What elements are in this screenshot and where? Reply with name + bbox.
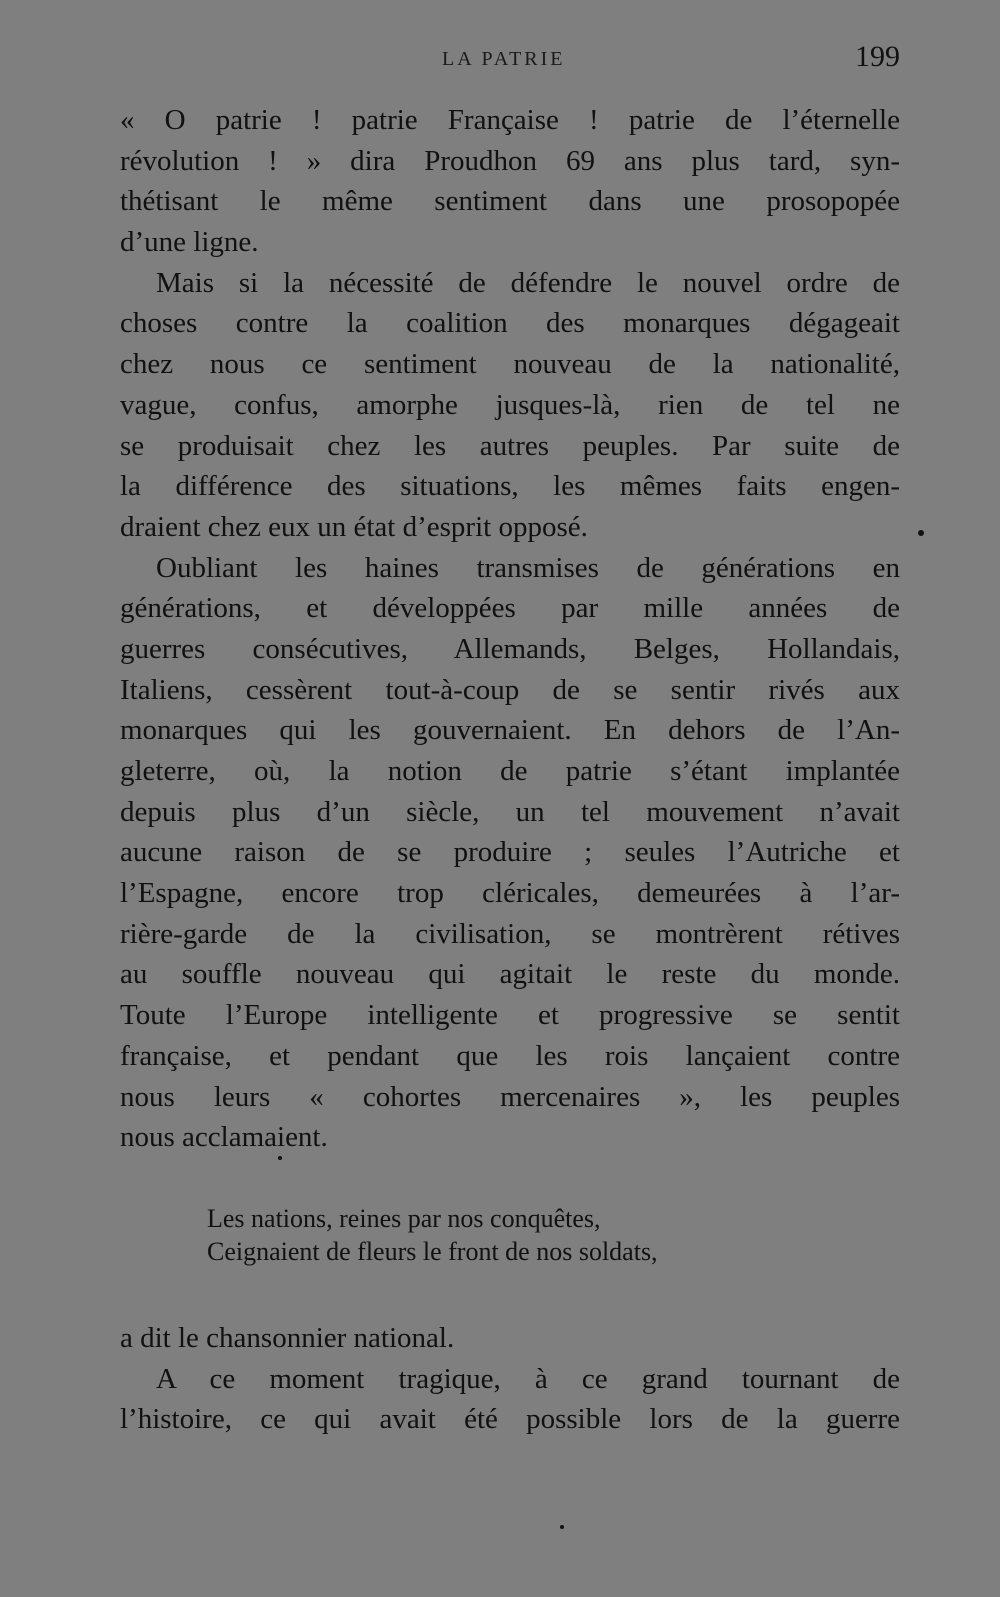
text-line: française, et pendant que les rois lançaient contre [120,1039,900,1072]
text-line: draient chez eux un état d’esprit opposé. [120,510,588,543]
verse-line: Ceignaient de fleurs le front de nos soldats, [207,1237,658,1266]
text-line: A ce moment tragique, à ce grand tournant de [156,1362,900,1395]
text-line: d’une ligne. [120,226,259,259]
text-line: gleterre, où, la notion de patrie s’étant implantée [120,755,900,787]
paragraph-2 [120,263,900,548]
text-line: révolution ! » dira Proudhon 69 ans plus tard, syn- [120,144,900,177]
text-line: Mais si la nécessité de défendre le nouvel ordre de [156,266,900,299]
text-line: choses contre la coalition des monarques dégageait [120,307,900,340]
text-line: Italiens, cessèrent tout-à-coup de se sentir rivés aux [120,673,900,706]
continuation-text [120,1318,900,1440]
text-line: depuis plus d’un siècle, un tel mouvement n’avait [120,795,900,828]
paragraph-1 [120,100,900,263]
text-line: rière-garde de la civilisation, se montrèrent rétives [120,917,900,950]
text-line: nous acclamaient. [120,1121,328,1154]
verse-quotation [207,1202,827,1268]
text-line: se produisait chez les autres peuples. Par suite de [120,429,900,462]
running-head: LA PATRIE [442,48,566,70]
text-line: Toute l’Europe intelligente et progressive se sentit [120,999,900,1032]
ink-speck [560,1525,564,1529]
page-header [120,40,900,76]
text-line: aucune raison de se produire ; seules l’Autriche et [120,836,900,869]
text-line: vague, confus, amorphe jusques-là, rien de tel ne [120,388,900,421]
text-line: guerres consécutives, Allemands, Belges, Hollandais, [120,632,900,665]
text-line: au souffle nouveau qui agitait le reste du monde. [120,958,900,991]
paragraph-3 [120,548,900,1158]
text-line: nous leurs « cohortes mercenaires », les peuples [120,1080,900,1113]
text-line: a dit le chansonnier national. [120,1322,455,1354]
text-line: la différence des situations, les mêmes faits engen- [120,470,900,503]
text-line: chez nous ce sentiment nouveau de la nationalité, [120,348,900,381]
verse-line: Les nations, reines par nos conquêtes, [207,1204,601,1233]
text-line: thétisant le même sentiment dans une prosopopée [120,185,900,218]
ink-speck [918,530,924,536]
ink-speck [278,1156,282,1160]
text-line: l’Espagne, encore trop cléricales, demeurées à l’ar- [120,877,900,910]
text-line: monarques qui les gouvernaient. En dehors de l’An- [120,714,900,747]
text-line: générations, et développées par mille années de [120,592,900,625]
text-line: Oubliant les haines transmises de générations en [156,551,900,584]
page-number: 199 [855,40,900,73]
body-text [120,100,900,1158]
text-line: « O patrie ! patrie Française ! patrie de l’éternelle [120,104,900,136]
text-line: l’histoire, ce qui avait été possible lors de la guerre [120,1403,900,1436]
